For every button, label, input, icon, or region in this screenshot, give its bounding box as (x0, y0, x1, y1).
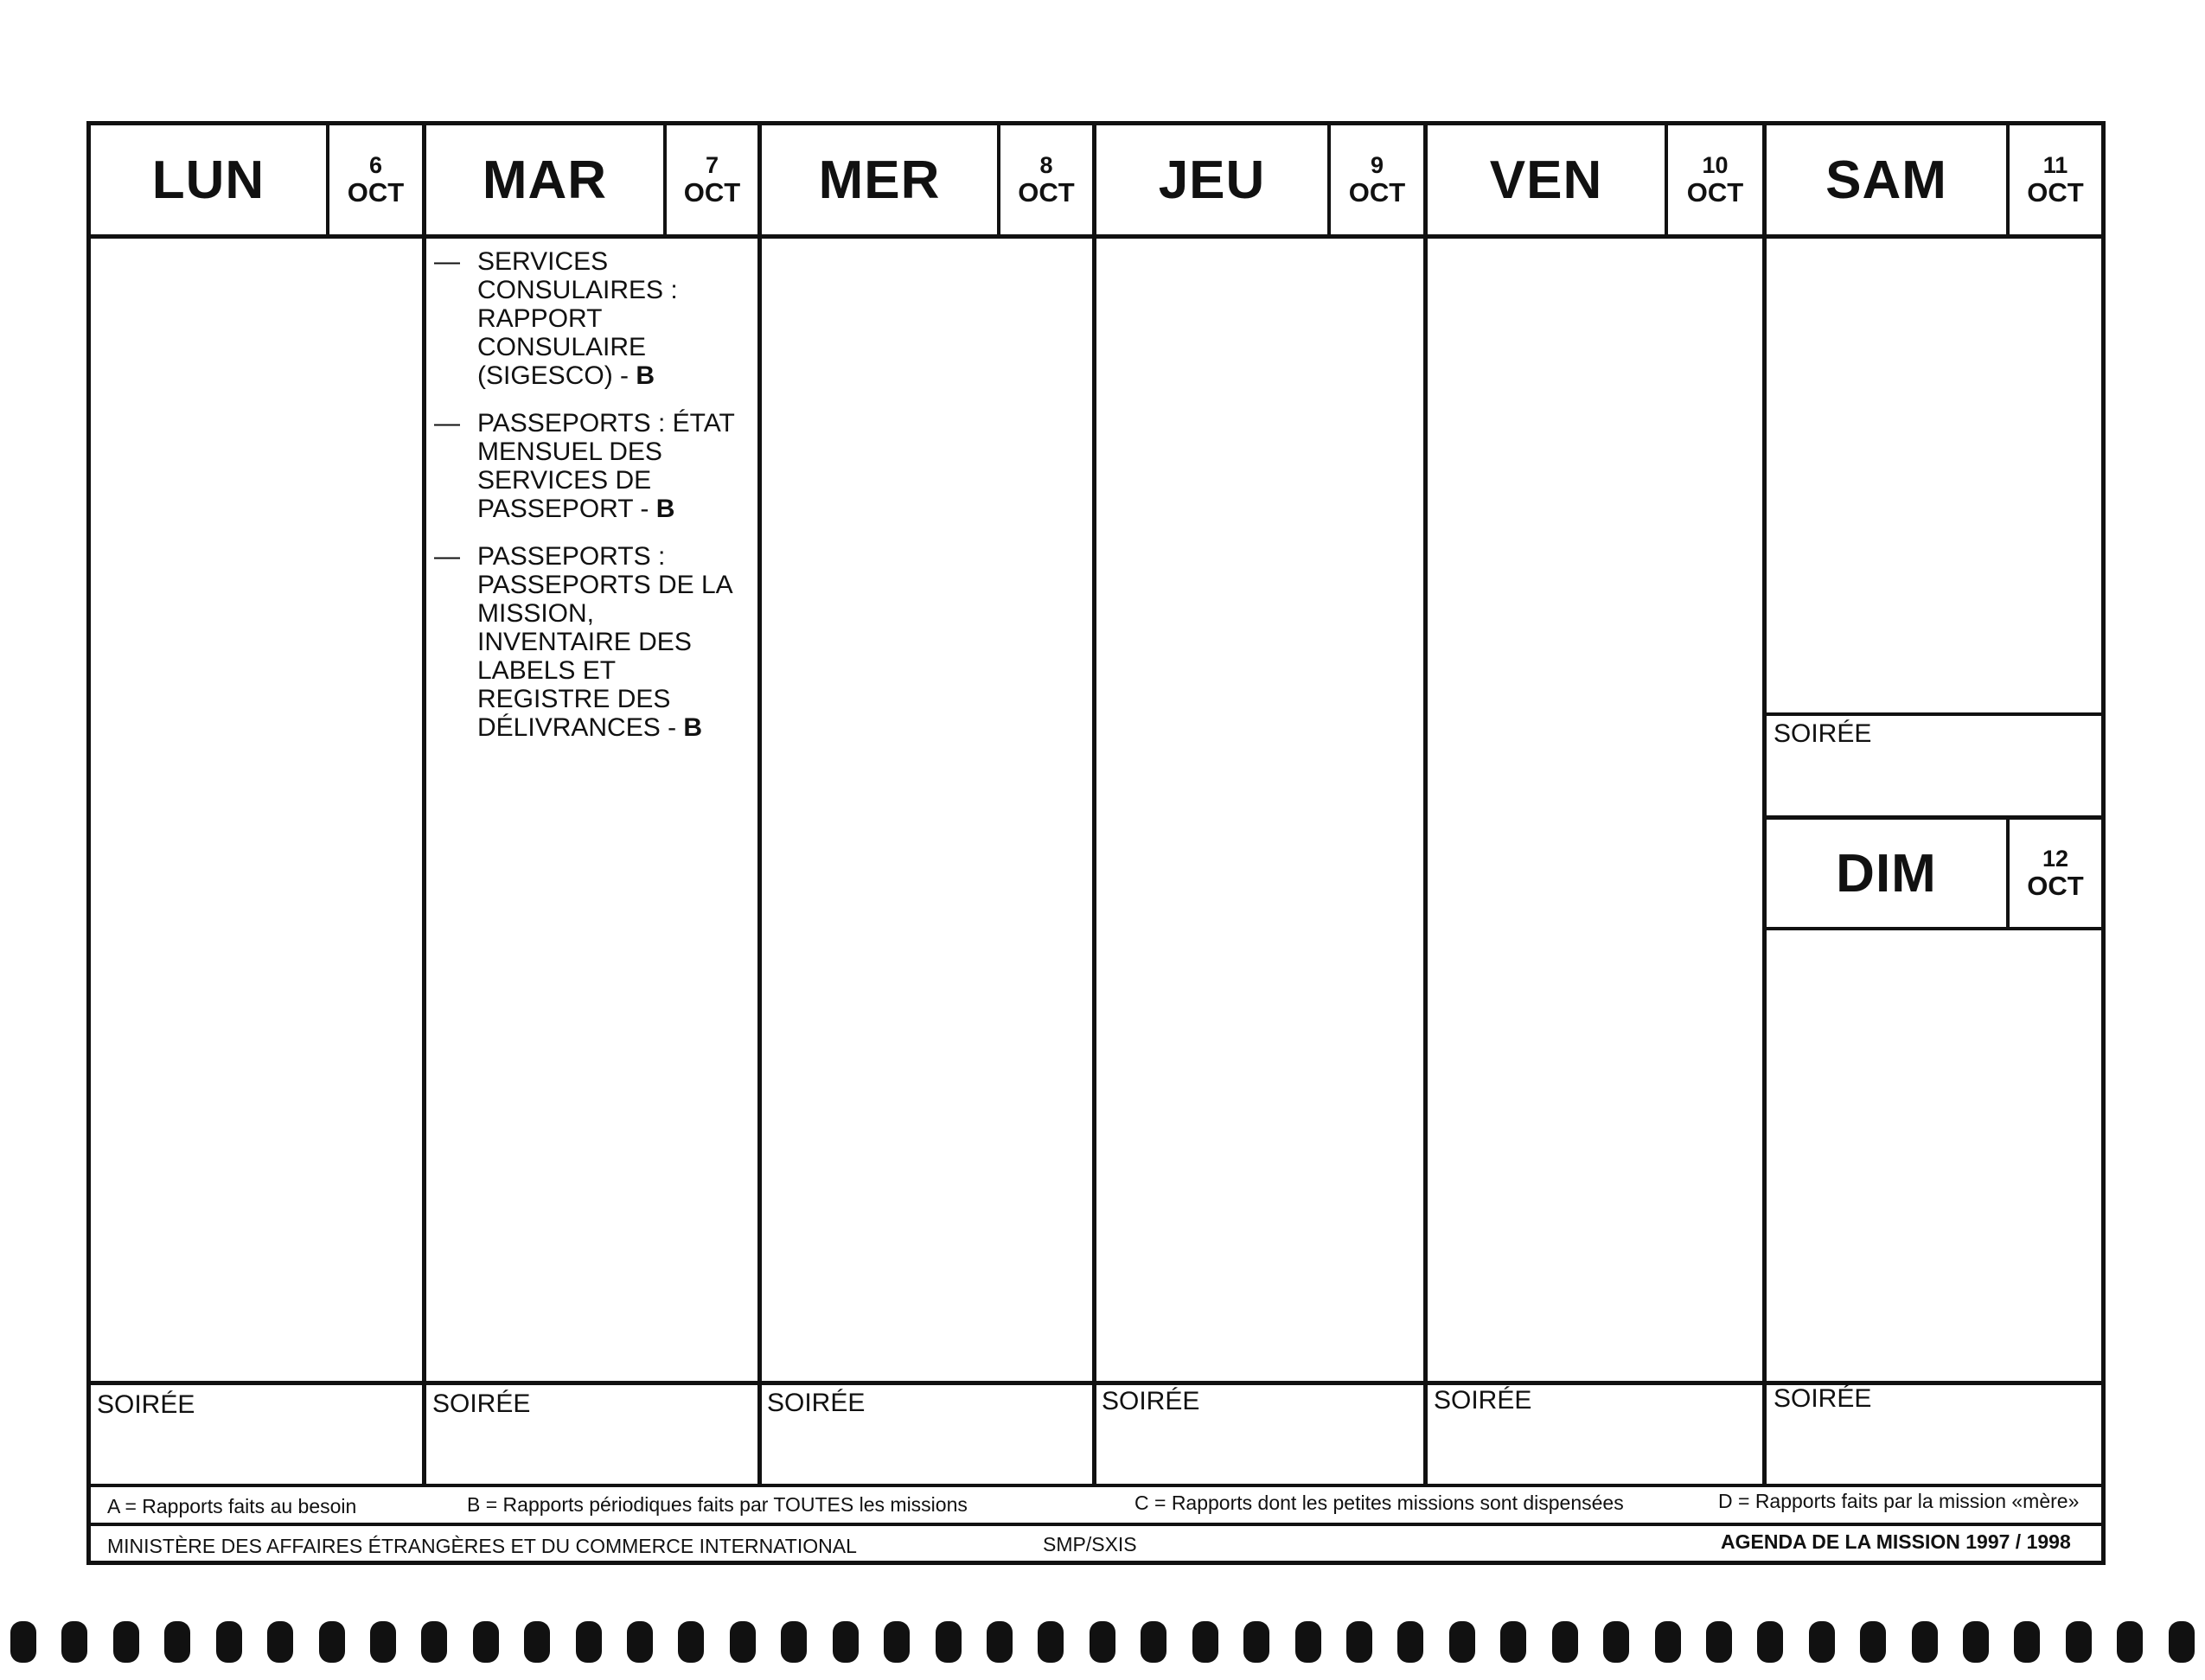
punch-hole-icon (576, 1621, 602, 1663)
column-divider (1762, 121, 1767, 1485)
ministry-name: MINISTÈRE DES AFFAIRES ÉTRANGÈRES ET DU COMMERCE INTERNATIONAL (107, 1535, 857, 1557)
day-name-lun: LUN (151, 150, 265, 210)
day-number: 12 (2042, 846, 2069, 872)
sam-soiree-divider (1764, 712, 2106, 716)
punch-hole-icon (1809, 1621, 1835, 1663)
punch-hole-icon (1603, 1621, 1629, 1663)
soiree-label-mer: SOIRÉE (767, 1389, 866, 1417)
soiree-label-sam: SOIRÉE (1774, 719, 1872, 748)
day-date-ven (1668, 125, 1762, 234)
day-number: 7 (705, 152, 719, 178)
punch-hole-icon (833, 1621, 859, 1663)
punch-hole-icon (678, 1621, 704, 1663)
punch-hole-icon (1757, 1621, 1783, 1663)
task-code: B (683, 713, 703, 742)
soiree-label-mar: SOIRÉE (432, 1389, 531, 1418)
day-number: 9 (1370, 152, 1384, 178)
dash-marker: — (434, 247, 460, 276)
form-code: SMP/SXIS (1043, 1533, 1137, 1555)
punch-hole-icon (781, 1621, 807, 1663)
task-text: PASSEPORTS : PASSEPORTS DE LA MISSION, INVENTAIRE DES LABELS ET REGISTRE DES DÉLIVRANCES - (477, 542, 732, 742)
day-name-ven: VEN (1489, 150, 1603, 210)
day-name-dim: DIM (1836, 843, 1937, 904)
punch-hole-icon (730, 1621, 756, 1663)
punch-hole-icon (1449, 1621, 1475, 1663)
day-date-sam (2010, 125, 2101, 234)
punch-hole-icon (524, 1621, 550, 1663)
soiree-label-jeu: SOIRÉE (1102, 1387, 1200, 1415)
day-name-sam: SAM (1825, 150, 1947, 210)
dim-header-divider (1764, 927, 2106, 930)
binder-holes (10, 1619, 2195, 1664)
task-item (434, 247, 752, 390)
punch-hole-icon (473, 1621, 499, 1663)
day-name-jeu: JEU (1158, 150, 1266, 210)
soiree-label-ven: SOIRÉE (1434, 1386, 1532, 1415)
day-month: OCT (2027, 177, 2084, 208)
day-month: OCT (1686, 177, 1744, 208)
punch-hole-icon (2014, 1621, 2040, 1663)
punch-hole-icon (2117, 1621, 2143, 1663)
day-date-mer (1000, 125, 1092, 234)
day-date-jeu (1331, 125, 1423, 234)
legend-c: C = Rapports dont les petites missions sont dispensées (1134, 1492, 1624, 1514)
punch-hole-icon (1500, 1621, 1526, 1663)
punch-hole-icon (1397, 1621, 1423, 1663)
day-number: 11 (2042, 152, 2068, 178)
punch-hole-icon (936, 1621, 962, 1663)
day-name-mar: MAR (482, 150, 608, 210)
legend-top-line (86, 1484, 2106, 1487)
day-name-mer: MER (818, 150, 941, 210)
legend-d: D = Rapports faits par la mission «mère» (1718, 1490, 2080, 1512)
dash-marker: — (434, 409, 460, 438)
punch-hole-icon (1655, 1621, 1681, 1663)
task-code: B (655, 495, 675, 523)
punch-hole-icon (1912, 1621, 1938, 1663)
punch-hole-icon (1141, 1621, 1166, 1663)
legend-b: B = Rapports périodiques faits par TOUTES les missions (467, 1493, 968, 1516)
punch-hole-icon (1552, 1621, 1578, 1663)
legend-a: A = Rapports faits au besoin (107, 1495, 357, 1517)
punch-hole-icon (421, 1621, 447, 1663)
day-date-dim (2010, 820, 2101, 927)
soiree-label-dim: SOIRÉE (1774, 1384, 1872, 1413)
punch-hole-icon (1706, 1621, 1732, 1663)
task-code: B (636, 361, 655, 390)
day-month: OCT (347, 177, 405, 208)
task-text: PASSEPORTS : ÉTAT MENSUEL DES SERVICES DE PASSEPORT - (477, 409, 735, 523)
punch-hole-icon (267, 1621, 293, 1663)
column-divider (1092, 121, 1096, 1485)
punch-hole-icon (2066, 1621, 2092, 1663)
day-number: 10 (1702, 152, 1729, 178)
punch-hole-icon (1860, 1621, 1886, 1663)
task-list-mar (434, 247, 752, 761)
column-divider (757, 121, 762, 1485)
punch-hole-icon (1295, 1621, 1321, 1663)
task-item (434, 542, 752, 742)
dash-marker: — (434, 542, 460, 571)
punch-hole-icon (61, 1621, 87, 1663)
day-number: 6 (368, 152, 383, 178)
punch-hole-icon (1038, 1621, 1064, 1663)
punch-hole-icon (1346, 1621, 1372, 1663)
punch-hole-icon (10, 1621, 36, 1663)
punch-hole-icon (1192, 1621, 1218, 1663)
task-text: SERVICES CONSULAIRES : RAPPORT CONSULAIRE (SIGESCO) - (477, 247, 678, 390)
punch-hole-icon (2169, 1621, 2195, 1663)
day-number: 8 (1039, 152, 1053, 178)
punch-hole-icon (319, 1621, 345, 1663)
day-date-lun (329, 125, 422, 234)
punch-hole-icon (987, 1621, 1013, 1663)
punch-hole-icon (370, 1621, 396, 1663)
day-month: OCT (1018, 177, 1075, 208)
punch-hole-icon (1090, 1621, 1115, 1663)
punch-hole-icon (1963, 1621, 1989, 1663)
punch-hole-icon (1243, 1621, 1269, 1663)
task-item (434, 409, 752, 523)
day-month: OCT (1348, 177, 1406, 208)
day-month: OCT (2027, 871, 2084, 901)
footer-top-line (86, 1523, 2106, 1526)
punch-hole-icon (113, 1621, 139, 1663)
punch-hole-icon (216, 1621, 242, 1663)
column-divider (1423, 121, 1428, 1485)
punch-hole-icon (884, 1621, 910, 1663)
day-month: OCT (683, 177, 741, 208)
punch-hole-icon (164, 1621, 190, 1663)
agenda-title: AGENDA DE LA MISSION 1997 / 1998 (1721, 1530, 2071, 1553)
column-divider (422, 121, 426, 1485)
soiree-label-lun: SOIRÉE (97, 1390, 195, 1419)
punch-hole-icon (627, 1621, 653, 1663)
day-date-mar (667, 125, 757, 234)
